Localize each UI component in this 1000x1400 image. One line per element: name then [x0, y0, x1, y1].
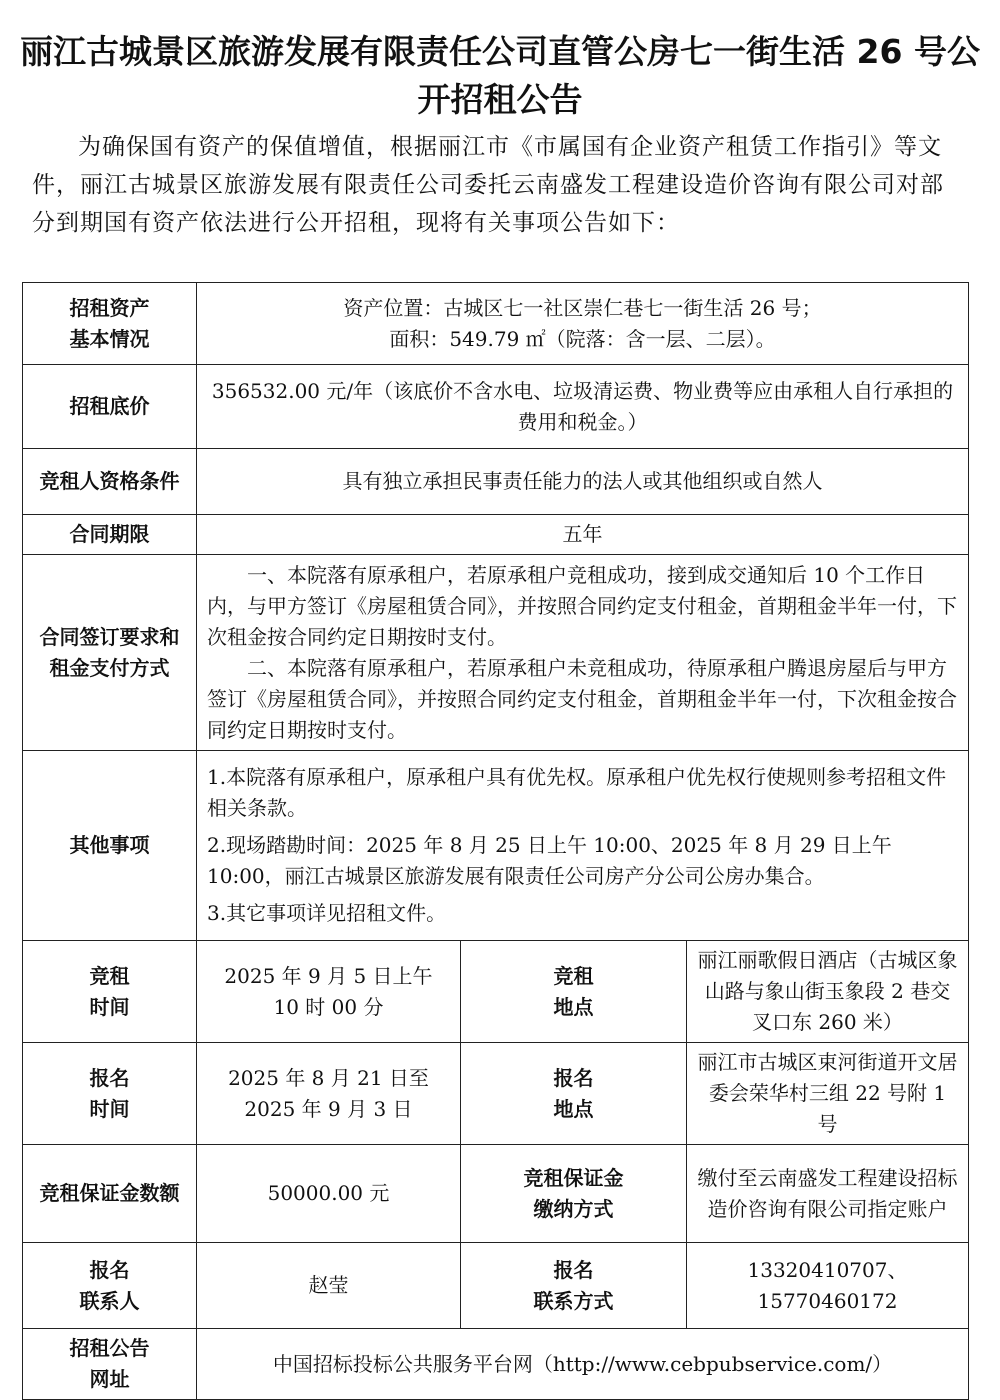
table-row — [23, 1043, 969, 1145]
page-title: 丽江古城景区旅游发展有限责任公司直管公房七一街生活 26 号公开招租公告 — [20, 32, 980, 119]
other-item: 1.本院落有原承租户，原承租户具有优先权。原承租户优先权行使规则参考招租文件相关条款。 — [207, 765, 947, 820]
contract-paragraph: 二、本院落有原承租户，若原承租户未竞租成功，待原承租户腾退房屋后与甲方签订《房屋租赁合同》，并按照合同约定支付租金，首期租金半年一付，下次租金按合同约定日期按时支付。 — [207, 655, 957, 742]
table-row — [23, 1329, 969, 1400]
other-label: 其他事项 — [23, 751, 197, 941]
table-row — [23, 1145, 969, 1243]
intro-paragraph: 为确保国有资产的保值增值，根据丽江市《市属国有企业资产租赁工作指引》等文件，丽江古城景区旅游发展有限责任公司委托云南盛发工程建设造价咨询有限公司对部分到期国有资产依法进行公开招租，现将有关事项公告如下： — [32, 134, 944, 236]
asset-label: 招租资产 基本情况 — [23, 283, 197, 365]
reg-place-value: 丽江市古城区束河街道开文居委会荣华村三组 22 号附 1 号 — [687, 1043, 969, 1145]
deposit-value: 50000.00 元 — [197, 1145, 461, 1243]
bid-place-value: 丽江丽歌假日酒店（古城区象山路与象山街玉象段 2 巷交叉口东 260 米） — [687, 941, 969, 1043]
website-label: 招租公告 网址 — [23, 1329, 197, 1400]
table-row — [23, 1243, 969, 1329]
contact-method-label: 报名 联系方式 — [461, 1243, 687, 1329]
price-label: 招租底价 — [23, 365, 197, 449]
table-row — [23, 449, 969, 515]
other-item: 2.现场踏勘时间：2025 年 8 月 25 日上午 10:00、2025 年 8 月 29 日上午 10:00，丽江古城景区旅游发展有限责任公司房产分公司公房办集合。 — [207, 833, 892, 888]
bid-time-label: 竞租 时间 — [23, 941, 197, 1043]
reg-time-label: 报名 时间 — [23, 1043, 197, 1145]
contract-value — [197, 555, 969, 751]
qualification-label: 竞租人资格条件 — [23, 449, 197, 515]
table-row — [23, 365, 969, 449]
table-row — [23, 515, 969, 555]
deposit-method-value: 缴付至云南盛发工程建设招标造价咨询有限公司指定账户 — [687, 1145, 969, 1243]
other-value — [197, 751, 969, 941]
other-item: 3.其它事项详见招租文件。 — [207, 901, 447, 925]
website-value: 中国招标投标公共服务平台网（http://www.cebpubservice.com/） — [197, 1329, 969, 1400]
bid-place-label: 竞租 地点 — [461, 941, 687, 1043]
reg-place-label: 报名 地点 — [461, 1043, 687, 1145]
table-row — [23, 283, 969, 365]
notice-table — [22, 282, 969, 1400]
asset-value: 资产位置：古城区七一社区崇仁巷七一街生活 26 号； 面积：549.79 ㎡（院落：含一层、二层）。 — [197, 283, 969, 365]
contact-method-value: 13320410707、 15770460172 — [687, 1243, 969, 1329]
reg-time-value: 2025 年 8 月 21 日至 2025 年 9 月 3 日 — [197, 1043, 461, 1145]
contact-value: 赵莹 — [197, 1243, 461, 1329]
deposit-label: 竞租保证金数额 — [23, 1145, 197, 1243]
deposit-method-label: 竞租保证金 缴纳方式 — [461, 1145, 687, 1243]
contact-label: 报名 联系人 — [23, 1243, 197, 1329]
table-row — [23, 751, 969, 941]
contract-label: 合同签订要求和 租金支付方式 — [23, 555, 197, 751]
table-row — [23, 555, 969, 751]
price-value: 356532.00 元/年（该底价不含水电、垃圾清运费、物业费等应由承租人自行承担的费用和税金。） — [197, 365, 969, 449]
bid-time-value: 2025 年 9 月 5 日上午 10 时 00 分 — [197, 941, 461, 1043]
table-row — [23, 941, 969, 1043]
contract-paragraph: 一、本院落有原承租户，若原承租户竞租成功，接到成交通知后 10 个工作日内，与甲方签订《房屋租赁合同》，并按照合同约定支付租金，首期租金半年一付，下次租金按合同约定日期按时支付。 — [207, 562, 957, 649]
term-label: 合同期限 — [23, 515, 197, 555]
qualification-value: 具有独立承担民事责任能力的法人或其他组织或自然人 — [197, 449, 969, 515]
term-value: 五年 — [197, 515, 969, 555]
